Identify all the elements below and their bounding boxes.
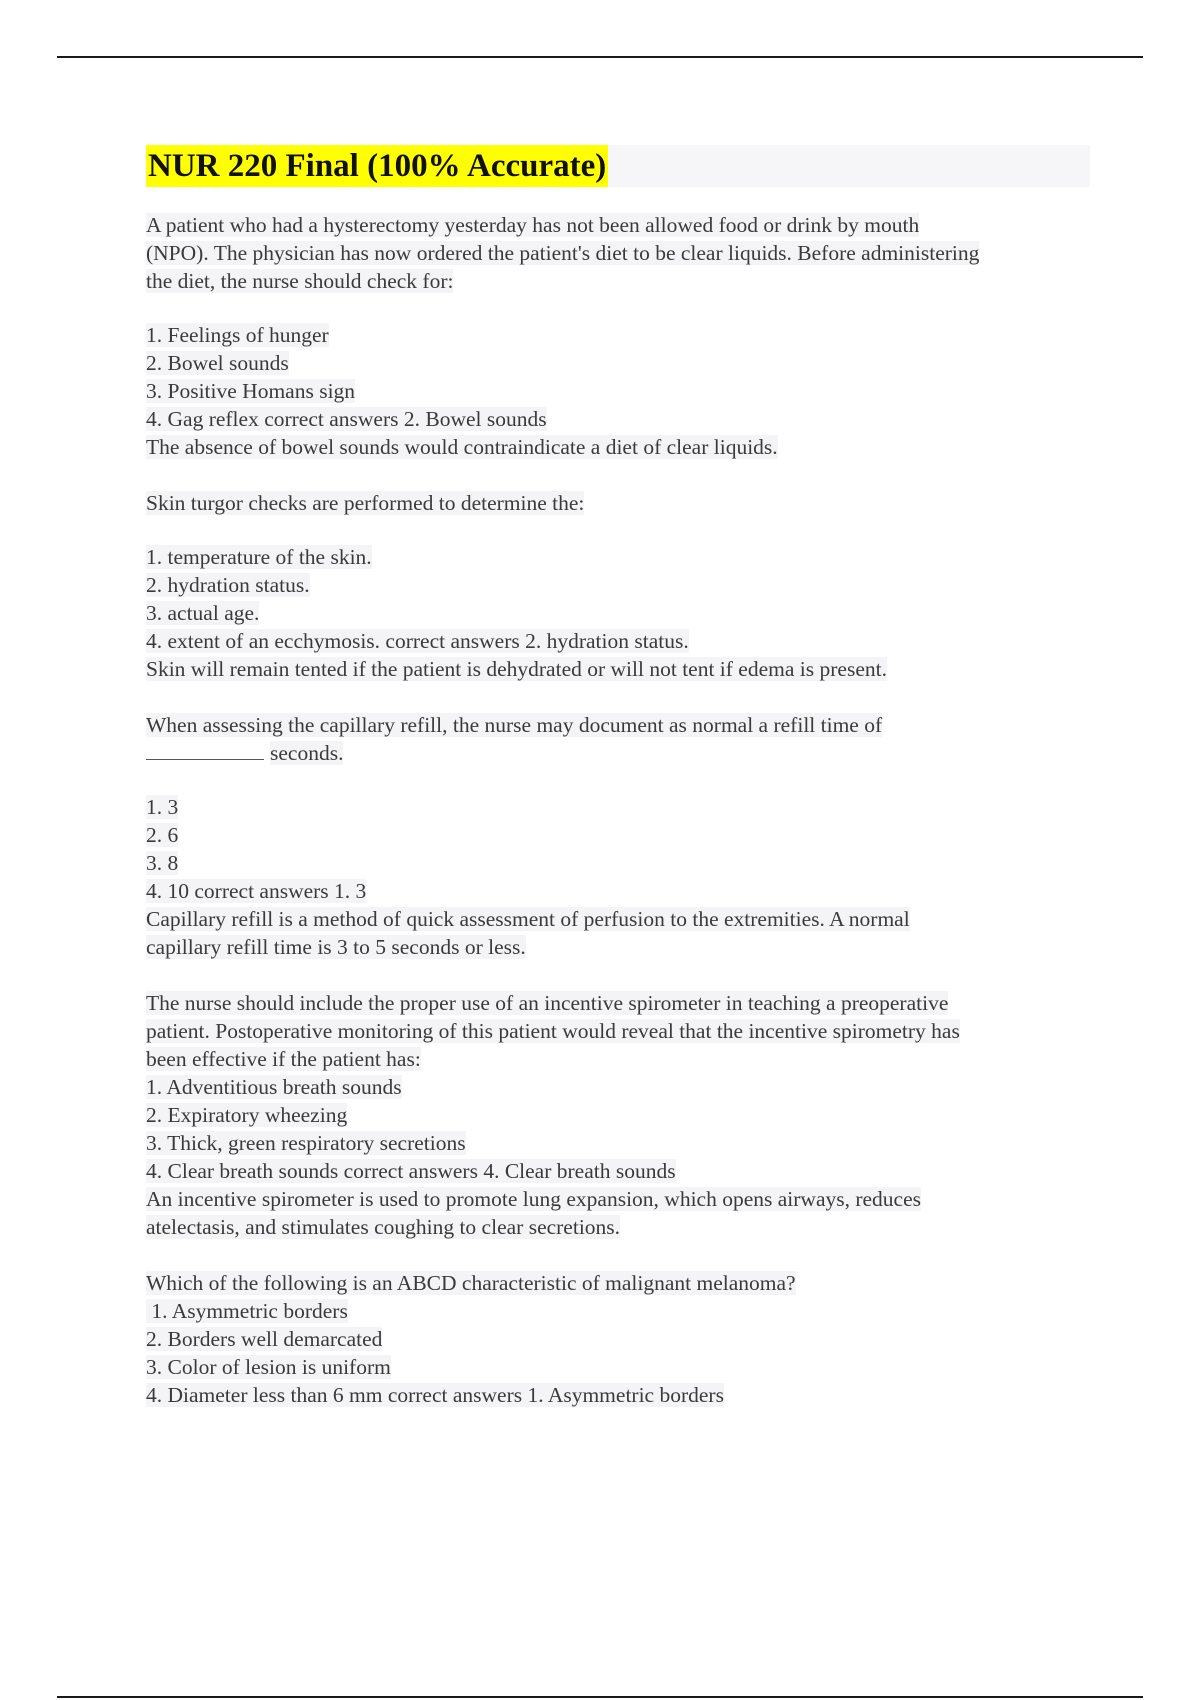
question-3-rationale: Capillary refill is a method of quick assessment of perfusion to the extremities. A normal (146, 907, 910, 931)
question-2-option-answer: 4. extent of an ecchymosis. correct answers 2. hydration status. (146, 629, 689, 653)
question-1-rationale: The absence of bowel sounds would contraindicate a diet of clear liquids. (146, 435, 778, 459)
question-1-option: 3. Positive Homans sign (146, 379, 356, 403)
question-3-stem-line: When assessing the capillary refill, the nurse may document as normal a refill time of (146, 713, 883, 737)
document-body (146, 145, 1090, 1437)
question-1-stem-line: the diet, the nurse should check for: (146, 269, 454, 293)
question-5-option-answer: 4. Diameter less than 6 mm correct answers 1. Asymmetric borders (146, 1383, 724, 1407)
question-3-stem-suffix: seconds. (270, 741, 344, 765)
question-5-option: 1. Asymmetric borders (146, 1299, 348, 1323)
question-4-rationale: atelectasis, and stimulates coughing to clear secretions. (146, 1215, 621, 1239)
question-4-stem-line: patient. Postoperative monitoring of this patient would reveal that the incentive spirometry has (146, 1019, 960, 1043)
question-1-stem-line: A patient who had a hysterectomy yesterday has not been allowed food or drink by mouth (146, 213, 920, 237)
question-1-option: 1. Feelings of hunger (146, 323, 329, 347)
question-1-stem-line: (NPO). The physician has now ordered the patient's diet to be clear liquids. Before administering (146, 241, 980, 265)
question-1-option-answer: 4. Gag reflex correct answers 2. Bowel sounds (146, 407, 547, 431)
question-4-option: 3. Thick, green respiratory secretions (146, 1131, 466, 1155)
question-5 (146, 1269, 1090, 1409)
question-3-rationale: capillary refill time is 3 to 5 seconds or less. (146, 935, 526, 959)
bottom-rule (57, 1696, 1143, 1698)
question-2 (146, 489, 1090, 683)
question-4-option-answer: 4. Clear breath sounds correct answers 4. Clear breath sounds (146, 1159, 676, 1183)
question-1-option: 2. Bowel sounds (146, 351, 289, 375)
question-1 (146, 211, 1090, 461)
question-2-option: 2. hydration status. (146, 573, 310, 597)
question-5-option: 3. Color of lesion is uniform (146, 1355, 391, 1379)
question-2-stem-line: Skin turgor checks are performed to determine the: (146, 491, 585, 515)
question-4-stem-line: The nurse should include the proper use of an incentive spirometer in teaching a preoperative (146, 991, 949, 1015)
answer-blank (146, 741, 264, 760)
document-title: NUR 220 Final (100% Accurate) (146, 145, 608, 187)
question-3-option: 3. 8 (146, 851, 179, 875)
question-3-option-answer: 4. 10 correct answers 1. 3 (146, 879, 367, 903)
question-3-option: 1. 3 (146, 795, 179, 819)
question-4-rationale: An incentive spirometer is used to promote lung expansion, which opens airways, reduces (146, 1187, 922, 1211)
question-2-option: 1. temperature of the skin. (146, 545, 372, 569)
question-2-option: 3. actual age. (146, 601, 260, 625)
top-rule (57, 56, 1143, 58)
question-4-option: 1. Adventitious breath sounds (146, 1075, 402, 1099)
question-5-stem-line: Which of the following is an ABCD characteristic of malignant melanoma? (146, 1271, 796, 1295)
question-4-option: 2. Expiratory wheezing (146, 1103, 348, 1127)
title-bar (146, 145, 1090, 187)
question-3-option: 2. 6 (146, 823, 179, 847)
question-3 (146, 711, 1090, 961)
question-5-option: 2. Borders well demarcated (146, 1327, 383, 1351)
question-2-rationale: Skin will remain tented if the patient is dehydrated or will not tent if edema is present. (146, 657, 887, 681)
question-4-stem-line: been effective if the patient has: (146, 1047, 421, 1071)
question-4 (146, 989, 1090, 1241)
